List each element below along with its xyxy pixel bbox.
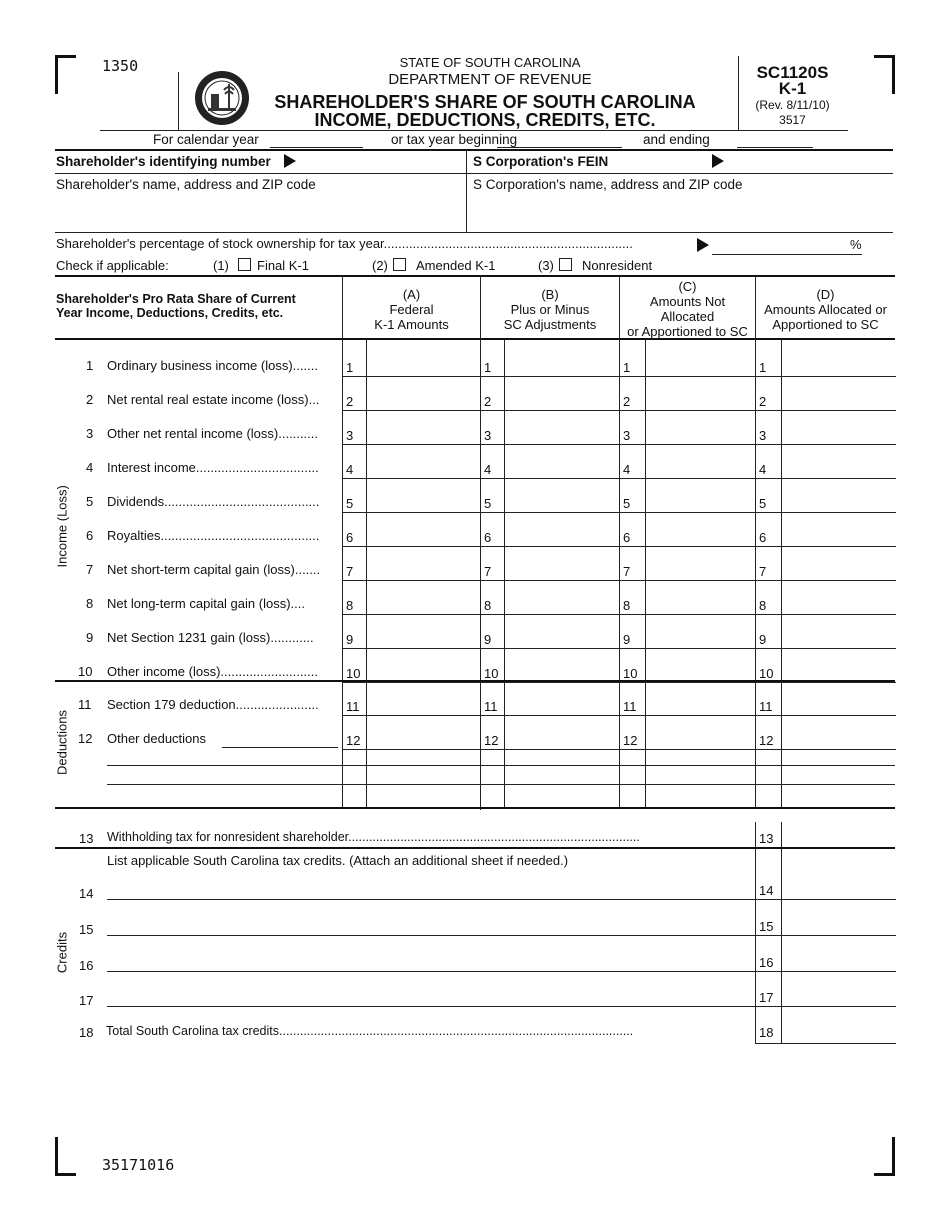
calendar-year-label: For calendar year: [153, 132, 259, 147]
line-3-col-d-field[interactable]: [756, 444, 896, 445]
header-divider-right: [738, 56, 739, 130]
col-d-header: (D) Amounts Allocated or Apportioned to SC: [764, 287, 887, 332]
line-8-col-d-number: 8: [759, 598, 767, 613]
line-9-col-d-field[interactable]: [756, 648, 896, 649]
line-9-col-a-number: 9: [346, 632, 354, 647]
form-code: 1350: [102, 57, 139, 75]
line-2-col-b-number: 2: [484, 394, 492, 409]
line-7-col-b-field[interactable]: [481, 580, 620, 581]
corp-name-label[interactable]: S Corporation's name, address and ZIP code: [473, 177, 743, 192]
header-title-1: SHAREHOLDER'S SHARE OF SOUTH CAROLINA: [274, 92, 696, 112]
line-1-col-c-field[interactable]: [620, 376, 756, 377]
line-2-col-a-number: 2: [346, 394, 354, 409]
line-14-box-number: 14: [759, 883, 774, 898]
line-3-col-a-field[interactable]: [343, 444, 481, 445]
other-deductions-description-field[interactable]: [222, 747, 338, 748]
line-11-col-d-number: 11: [759, 699, 773, 714]
tax-year-beginning-label: or tax year beginning: [391, 132, 518, 147]
line-5-col-d-number: 5: [759, 496, 767, 511]
line-8-col-c-field[interactable]: [620, 614, 756, 615]
id-center-divider: [466, 150, 467, 232]
line-3-col-d-number: 3: [759, 428, 767, 443]
line-7-col-a-field[interactable]: [343, 580, 481, 581]
calendar-year-field[interactable]: [270, 147, 363, 148]
line-11-col-c-number: 11: [623, 699, 637, 714]
form-revision: (Rev. 8/11/10): [755, 98, 830, 112]
line-6-col-a-field[interactable]: [343, 546, 481, 547]
id-top-rule: [55, 149, 893, 151]
line-1-col-d-number: 1: [759, 360, 767, 375]
line-7-col-c-field[interactable]: [620, 580, 756, 581]
credit-line-17-field[interactable]: [107, 1006, 755, 1007]
credit-line-15-field[interactable]: [107, 935, 755, 936]
line-13-number: 13: [79, 831, 94, 846]
line-1-col-c-number: 1: [623, 360, 631, 375]
line-4-col-d-field[interactable]: [756, 478, 896, 479]
line-10-number: 10: [78, 664, 93, 679]
check-2-num: (2): [372, 258, 388, 273]
line-7-col-d-number: 7: [759, 564, 767, 579]
section-label-deductions: Deductions: [54, 709, 70, 776]
line-8-col-a-number: 8: [346, 598, 354, 613]
line-10-col-b-number: 10: [484, 666, 499, 681]
credit-line-16-amount-field[interactable]: [756, 971, 896, 972]
header-state: STATE OF SOUTH CAROLINA: [399, 55, 581, 70]
ownership-label: Shareholder's percentage of stock ownership for tax year.....................................................................: [56, 236, 633, 251]
header-title-2: INCOME, DEDUCTIONS, CREDITS, ETC.: [314, 110, 656, 130]
line-6-label: Royalties............................................: [107, 528, 320, 543]
ownership-arrow-icon: [697, 238, 709, 252]
line-18-number: 18: [79, 1025, 94, 1040]
line-4-label: Interest income..................................: [107, 460, 319, 475]
line-11-number: 11: [78, 697, 92, 712]
section-label-income: Income (Loss): [54, 485, 70, 568]
line-10-col-d-field[interactable]: [756, 682, 896, 683]
shareholder-name-label[interactable]: Shareholder's name, address and ZIP code: [56, 177, 316, 192]
form-number: 3517: [779, 113, 806, 127]
line-9-col-d-number: 9: [759, 632, 767, 647]
columns-top-rule: [55, 275, 895, 277]
credit-line-14-field[interactable]: [107, 899, 755, 900]
line-5-number: 5: [86, 494, 94, 509]
check-3-num: (3): [538, 258, 554, 273]
line-7-col-c-number: 7: [623, 564, 631, 579]
line-7-number: 7: [86, 562, 94, 577]
credit-line-14-amount-field[interactable]: [756, 899, 896, 900]
line-3-col-a-number: 3: [346, 428, 354, 443]
line-18-label: Total South Carolina tax credits......................................................................................................: [106, 1024, 634, 1038]
line-5-col-d-field[interactable]: [756, 512, 896, 513]
line-1-number: 1: [86, 358, 94, 373]
state-seal: [194, 70, 250, 126]
line-6-col-d-number: 6: [759, 530, 767, 545]
line-5-col-a-number: 5: [346, 496, 354, 511]
line-15-box-number: 15: [759, 919, 774, 934]
form-id-2: K-1: [778, 79, 807, 98]
line-1-label: Ordinary business income (loss).......: [107, 358, 318, 373]
line-9-number: 9: [86, 630, 94, 645]
line-2-col-c-field[interactable]: [620, 410, 756, 411]
credit-line-15-amount-field[interactable]: [756, 935, 896, 936]
line-16-box-number: 16: [759, 955, 774, 970]
final-k1-label: Final K-1: [257, 258, 310, 273]
line-1-col-b-number: 1: [484, 360, 492, 375]
corner-mark-bottom-right: [874, 1137, 895, 1176]
line-9-col-c-number: 9: [623, 632, 631, 647]
line-2-col-c-number: 2: [623, 394, 631, 409]
corner-mark-bottom-left: [55, 1137, 76, 1176]
tax-year-ending-label: and ending: [643, 132, 710, 147]
line-4-col-a-field[interactable]: [343, 478, 481, 479]
line-4-col-c-field[interactable]: [620, 478, 756, 479]
nonresident-checkbox[interactable]: [559, 258, 572, 271]
line-6-col-a-number: 6: [346, 530, 354, 545]
line-12-col-d-field[interactable]: [756, 749, 896, 750]
line-12-col-c-field[interactable]: [620, 749, 756, 750]
line-4-col-c-number: 4: [623, 462, 631, 477]
line-8-col-b-number: 8: [484, 598, 492, 613]
line-12-col-b-field[interactable]: [481, 749, 620, 750]
line-2-col-d-number: 2: [759, 394, 767, 409]
shareholder-id-label: Shareholder's identifying number: [56, 154, 271, 169]
line-1-col-a-field[interactable]: [343, 376, 481, 377]
tax-year-beginning-field[interactable]: [497, 147, 622, 148]
line-17-box-number: 17: [759, 990, 774, 1005]
line-3-col-c-field[interactable]: [620, 444, 756, 445]
fein-label: S Corporation's FEIN: [473, 154, 609, 169]
line-2-col-d-field[interactable]: [756, 410, 896, 411]
line-1-col-d-field[interactable]: [756, 376, 896, 377]
income-bottom-rule: [55, 680, 895, 682]
line-12-label: Other deductions: [107, 731, 207, 746]
line-7-col-d-field[interactable]: [756, 580, 896, 581]
col-d-num-divider-lower: [781, 822, 782, 1044]
line-8-number: 8: [86, 596, 94, 611]
line-17-number: 17: [79, 993, 94, 1008]
line-6-col-b-field[interactable]: [481, 546, 620, 547]
line-6-col-d-field[interactable]: [756, 546, 896, 547]
line-4-col-b-number: 4: [484, 462, 492, 477]
line-2-col-a-field[interactable]: [343, 410, 481, 411]
line-10-label: Other income (loss)...........................: [107, 664, 318, 679]
line-6-col-b-number: 6: [484, 530, 492, 545]
section-label-credits: Credits: [54, 931, 70, 974]
line-12-col-d-number: 12: [759, 733, 774, 748]
line-4-col-a-number: 4: [346, 462, 354, 477]
deductions-extra-rule-1: [107, 765, 895, 766]
line-7-col-b-number: 7: [484, 564, 492, 579]
tax-year-ending-field[interactable]: [737, 147, 813, 148]
line-16-number: 16: [79, 958, 94, 973]
line-3-number: 3: [86, 426, 94, 441]
line-8-col-c-number: 8: [623, 598, 631, 613]
shareholder-id-arrow-icon: [284, 154, 296, 168]
amended-k1-label: Amended K-1: [416, 258, 496, 273]
amended-k1-checkbox[interactable]: [393, 258, 406, 271]
line-12-col-b-number: 12: [484, 733, 499, 748]
corner-mark-top-right: [874, 55, 895, 94]
barcode-number: 35171016: [102, 1156, 175, 1174]
line-5-label: Dividends...........................................: [107, 494, 320, 509]
line-13-box-number: 13: [759, 831, 774, 846]
line-8-col-b-field[interactable]: [481, 614, 620, 615]
col-d-left: [755, 276, 756, 807]
line-11-col-a-number: 11: [346, 699, 360, 714]
line-11-col-d-field[interactable]: [756, 715, 896, 716]
fein-arrow-icon: [712, 154, 724, 168]
line-13-label: Withholding tax for nonresident shareholder....................................................................................: [107, 830, 640, 844]
check-label: Check if applicable:: [56, 258, 169, 273]
line-3-col-b-number: 3: [484, 428, 492, 443]
line-10-col-d-number: 10: [759, 666, 774, 681]
line-5-col-a-field[interactable]: [343, 512, 481, 513]
line-6-col-c-number: 6: [623, 530, 631, 545]
line-9-col-b-field[interactable]: [481, 648, 620, 649]
columns-header-bottom-rule: [55, 338, 895, 340]
line-10-col-a-number: 10: [346, 666, 361, 681]
line-6-col-c-field[interactable]: [620, 546, 756, 547]
line-18-box-number: 18: [759, 1025, 774, 1040]
line-8-col-d-field[interactable]: [756, 614, 896, 615]
deductions-extra-rule-2: [107, 784, 895, 785]
line-11-col-b-number: 11: [484, 699, 498, 714]
line-3-col-b-field[interactable]: [481, 444, 620, 445]
line-10-col-a-field[interactable]: [343, 682, 481, 683]
line-5-col-b-number: 5: [484, 496, 492, 511]
line-11-col-a-field[interactable]: [343, 715, 481, 716]
line-1-col-b-field[interactable]: [481, 376, 620, 377]
line-9-col-a-field[interactable]: [343, 648, 481, 649]
line-1-col-a-number: 1: [346, 360, 354, 375]
credit-line-17-amount-field[interactable]: [756, 1006, 896, 1007]
section-header-2: Year Income, Deductions, Credits, etc.: [56, 306, 284, 320]
line-2-col-b-field[interactable]: [481, 410, 620, 411]
col-c-header: (C) Amounts Not Allocated or Apportioned to SC: [627, 279, 748, 339]
line-4-col-d-number: 4: [759, 462, 767, 477]
line-7-col-a-number: 7: [346, 564, 354, 579]
final-k1-checkbox[interactable]: [238, 258, 251, 271]
section-header-1: Shareholder's Pro Rata Share of Current: [56, 292, 296, 306]
line-2-number: 2: [86, 392, 94, 407]
col-a-left: [342, 276, 343, 807]
line-5-col-c-field[interactable]: [620, 512, 756, 513]
line-11-col-c-field[interactable]: [620, 715, 756, 716]
col-b-left: [480, 276, 481, 810]
check-1-num: (1): [213, 258, 229, 273]
line-11-label: Section 179 deduction.......................: [107, 697, 319, 712]
line-10-col-c-field[interactable]: [620, 682, 756, 683]
withholding-bottom-rule: [55, 847, 895, 849]
line-4-number: 4: [86, 460, 94, 475]
corner-mark-top-left: [55, 55, 76, 94]
credit-line-16-field[interactable]: [107, 971, 755, 972]
deductions-bottom-rule: [55, 807, 895, 809]
line-9-col-c-field[interactable]: [620, 648, 756, 649]
line-7-label: Net short-term capital gain (loss).......: [107, 562, 321, 577]
id-mid-rule: [55, 173, 893, 174]
line-5-col-b-field[interactable]: [481, 512, 620, 513]
line-12-col-c-number: 12: [623, 733, 638, 748]
id-bottom-rule: [55, 232, 893, 233]
col-a-header: (A) Federal K-1 Amounts: [374, 287, 449, 332]
line-3-label: Other net rental income (loss)...........: [107, 426, 318, 441]
header-department: DEPARTMENT OF REVENUE: [388, 71, 592, 88]
line-5-col-c-number: 5: [623, 496, 631, 511]
line-12-number: 12: [78, 731, 93, 746]
line-9-col-b-number: 9: [484, 632, 492, 647]
credits-instruction: List applicable South Carolina tax credits. (Attach an additional sheet if needed.): [107, 853, 569, 868]
line-9-label: Net Section 1231 gain (loss)............: [107, 630, 314, 645]
col-b-header: (B) Plus or Minus SC Adjustments: [503, 287, 597, 332]
line-10-col-b-field[interactable]: [481, 682, 620, 683]
header-divider-left: [178, 72, 179, 130]
line-6-number: 6: [86, 528, 94, 543]
line-8-col-a-field[interactable]: [343, 614, 481, 615]
line-12-col-a-field[interactable]: [343, 749, 481, 750]
percent-sign: %: [850, 237, 862, 252]
line-15-number: 15: [79, 922, 94, 937]
line-14-number: 14: [79, 886, 94, 901]
line-3-col-c-number: 3: [623, 428, 631, 443]
ownership-field[interactable]: [712, 254, 862, 255]
line-11-col-b-field[interactable]: [481, 715, 620, 716]
line-2-label: Net rental real estate income (loss)...: [107, 392, 320, 407]
line-10-col-c-number: 10: [623, 666, 638, 681]
line-12-col-a-number: 12: [346, 733, 361, 748]
line-4-col-b-field[interactable]: [481, 478, 620, 479]
line-8-label: Net long-term capital gain (loss)....: [107, 596, 305, 611]
form-id-1: SC1120S: [756, 63, 829, 82]
col-d-left-lower: [755, 822, 756, 1044]
col-c-left: [619, 276, 620, 807]
nonresident-label: Nonresident: [582, 258, 653, 273]
line-18-box-bottom: [756, 1043, 896, 1044]
